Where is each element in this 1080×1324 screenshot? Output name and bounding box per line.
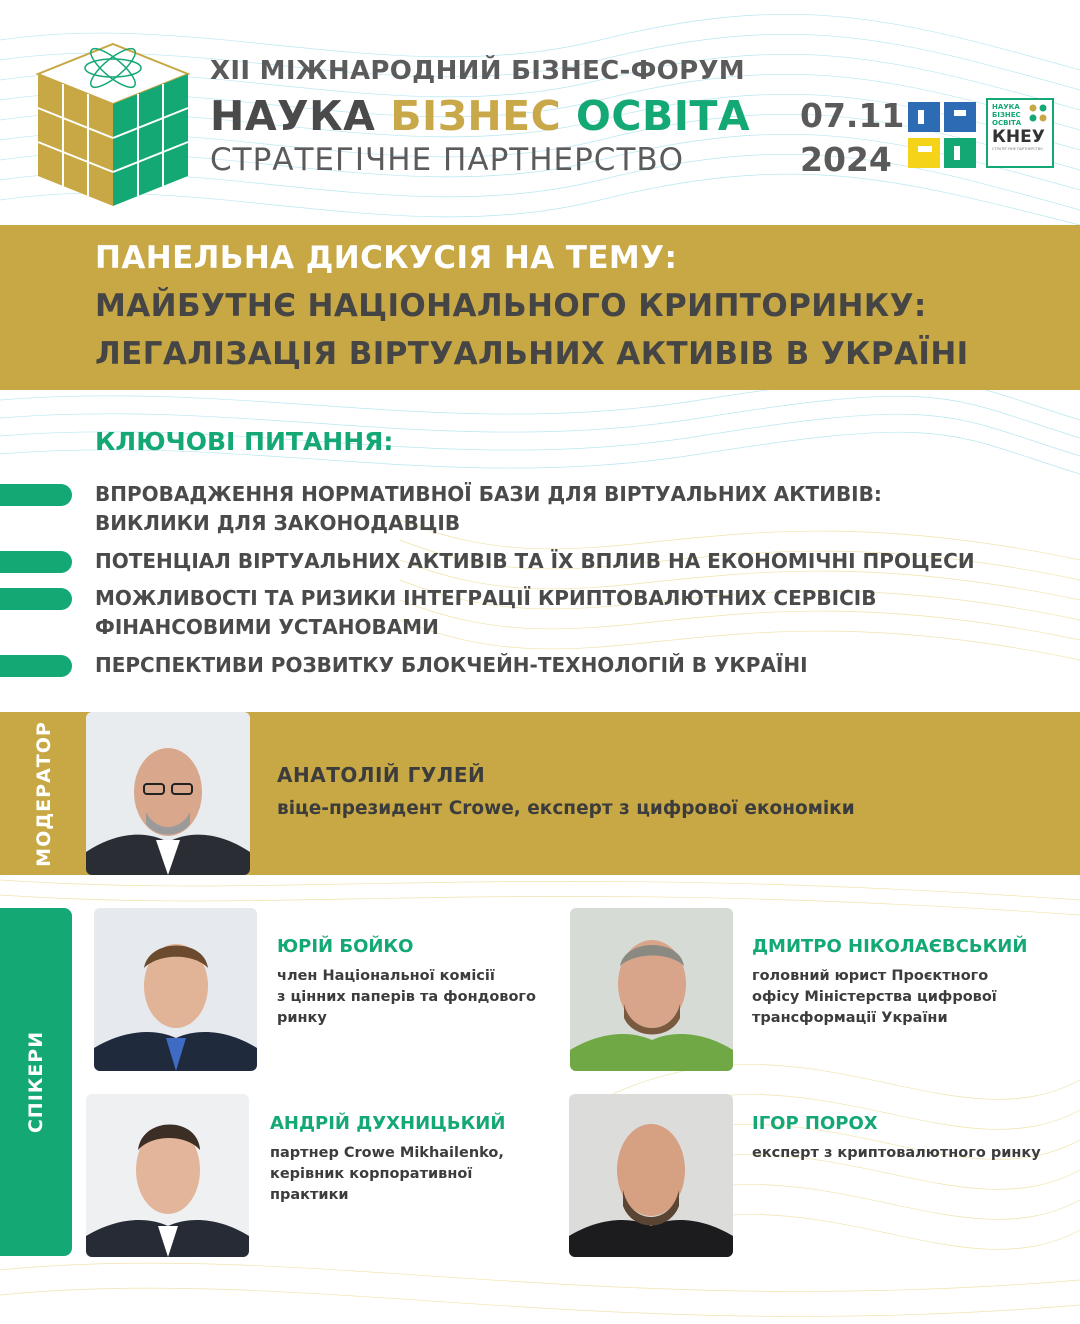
kneu-logo-line2: БІЗНЕС	[992, 111, 1021, 119]
speakers-label	[0, 908, 72, 1256]
speaker-3-desc-line1: партнер Crowe Mikhailenko,	[270, 1145, 504, 1161]
key-questions-title: КЛЮЧОВІ ПИТАННЯ:	[95, 427, 394, 456]
knet-logo	[906, 100, 978, 172]
speaker-2-name: ДМИТРО НІКОЛАЄВСЬКИЙ	[752, 936, 1028, 957]
speaker-photo	[569, 1094, 733, 1257]
moderator-description: віце-президент Crowe, експерт з цифрової економіки	[277, 798, 855, 819]
speaker-1-desc-line3: ринку	[277, 1010, 327, 1026]
question-item-2	[95, 547, 975, 576]
speaker-1-description	[277, 966, 536, 1029]
title-word-business: БІЗНЕС	[390, 92, 562, 140]
speaker-2-desc-line2: офісу Міністерства цифрової	[752, 989, 997, 1005]
kneu-logo-tagline: СТРАТЕГІЧНЕ ПАРТНЕРСТВО	[992, 147, 1043, 151]
title-word-education: ОСВІТА	[576, 92, 751, 140]
moderator-label-text: МОДЕРАТОР	[33, 720, 56, 867]
question-1-line2: ВИКЛИКИ ДЛЯ ЗАКОНОДАВЦІВ	[95, 511, 461, 535]
speaker-photo	[94, 908, 257, 1071]
question-bullet	[0, 484, 72, 506]
speaker-1-desc-line1: член Національної комісії	[277, 968, 495, 984]
panel-heading: ПАНЕЛЬНА ДИСКУСІЯ НА ТЕМУ:	[95, 240, 678, 276]
moderator-photo	[86, 712, 250, 875]
speaker-4-name: ІГОР ПОРОХ	[752, 1113, 878, 1134]
speaker-4-description	[752, 1143, 1041, 1164]
question-item-3	[95, 584, 876, 642]
kneu-logo	[986, 98, 1054, 168]
speaker-2-desc-line1: головний юрист Проєктного	[752, 968, 989, 984]
question-4-line1: ПЕРСПЕКТИВИ РОЗВИТКУ БЛОКЧЕЙН-ТЕХНОЛОГІЙ В УКРАЇНІ	[95, 653, 808, 677]
speaker-3-name: АНДРІЙ ДУХНИЦЬКИЙ	[270, 1113, 506, 1134]
question-3-line2: ФІНАНСОВИМИ УСТАНОВАМИ	[95, 615, 439, 639]
date-year: 2024	[800, 140, 892, 179]
speakers-label-text: СПІКЕРИ	[25, 1030, 48, 1134]
question-bullet	[0, 655, 72, 677]
speaker-2-desc-line3: трансформації України	[752, 1010, 948, 1026]
panel-topic-line2: ЛЕГАЛІЗАЦІЯ ВІРТУАЛЬНИХ АКТИВІВ В УКРАЇНІ	[95, 336, 969, 372]
event-date	[800, 94, 904, 182]
speaker-photo	[570, 908, 733, 1071]
question-bullet	[0, 551, 72, 573]
title-word-science: НАУКА	[210, 92, 376, 140]
speaker-3-desc-line3: практики	[270, 1187, 349, 1203]
forum-edition-title: XII МІЖНАРОДНИЙ БІЗНЕС-ФОРУМ	[210, 56, 745, 86]
kneu-dots-icon	[1028, 103, 1048, 125]
kneu-logo-line1: НАУКА	[992, 103, 1020, 111]
speaker-1-name: ЮРІЙ БОЙКО	[277, 936, 414, 957]
question-3-line1: МОЖЛИВОСТІ ТА РИЗИКИ ІНТЕГРАЦІЇ КРИПТОВАЛЮТНИХ СЕРВІСІВ	[95, 586, 877, 610]
speaker-2-description	[752, 966, 997, 1029]
date-day: 07.11	[800, 96, 905, 135]
forum-cube-logo	[28, 36, 198, 214]
question-2-line1: ПОТЕНЦІАЛ ВІРТУАЛЬНИХ АКТИВІВ ТА ЇХ ВПЛИВ НА ЕКОНОМІЧНІ ПРОЦЕСИ	[95, 549, 975, 573]
kneu-logo-name: КНЕУ	[992, 127, 1045, 147]
question-bullet	[0, 588, 72, 610]
question-item-4	[95, 651, 808, 680]
forum-main-title	[210, 92, 750, 140]
speaker-photo	[86, 1094, 249, 1257]
speaker-4-desc-line1: експерт з криптовалютного ринку	[752, 1145, 1041, 1161]
speaker-3-description	[270, 1143, 504, 1206]
question-1-line1: ВПРОВАДЖЕННЯ НОРМАТИВНОЇ БАЗИ ДЛЯ ВІРТУАЛЬНИХ АКТИВІВ:	[95, 482, 882, 506]
speaker-3-desc-line2: керівник корпоративної	[270, 1166, 473, 1182]
question-item-1	[95, 480, 882, 538]
kneu-logo-line3: ОСВІТА	[992, 119, 1022, 127]
forum-subtitle: СТРАТЕГІЧНЕ ПАРТНЕРСТВО	[210, 142, 685, 178]
moderator-label	[24, 712, 64, 875]
speaker-1-desc-line2: з цінних паперів та фондового	[277, 989, 536, 1005]
moderator-name: АНАТОЛІЙ ГУЛЕЙ	[277, 763, 486, 787]
panel-topic-line1: МАЙБУТНЄ НАЦІОНАЛЬНОГО КРИПТОРИНКУ:	[95, 288, 927, 324]
